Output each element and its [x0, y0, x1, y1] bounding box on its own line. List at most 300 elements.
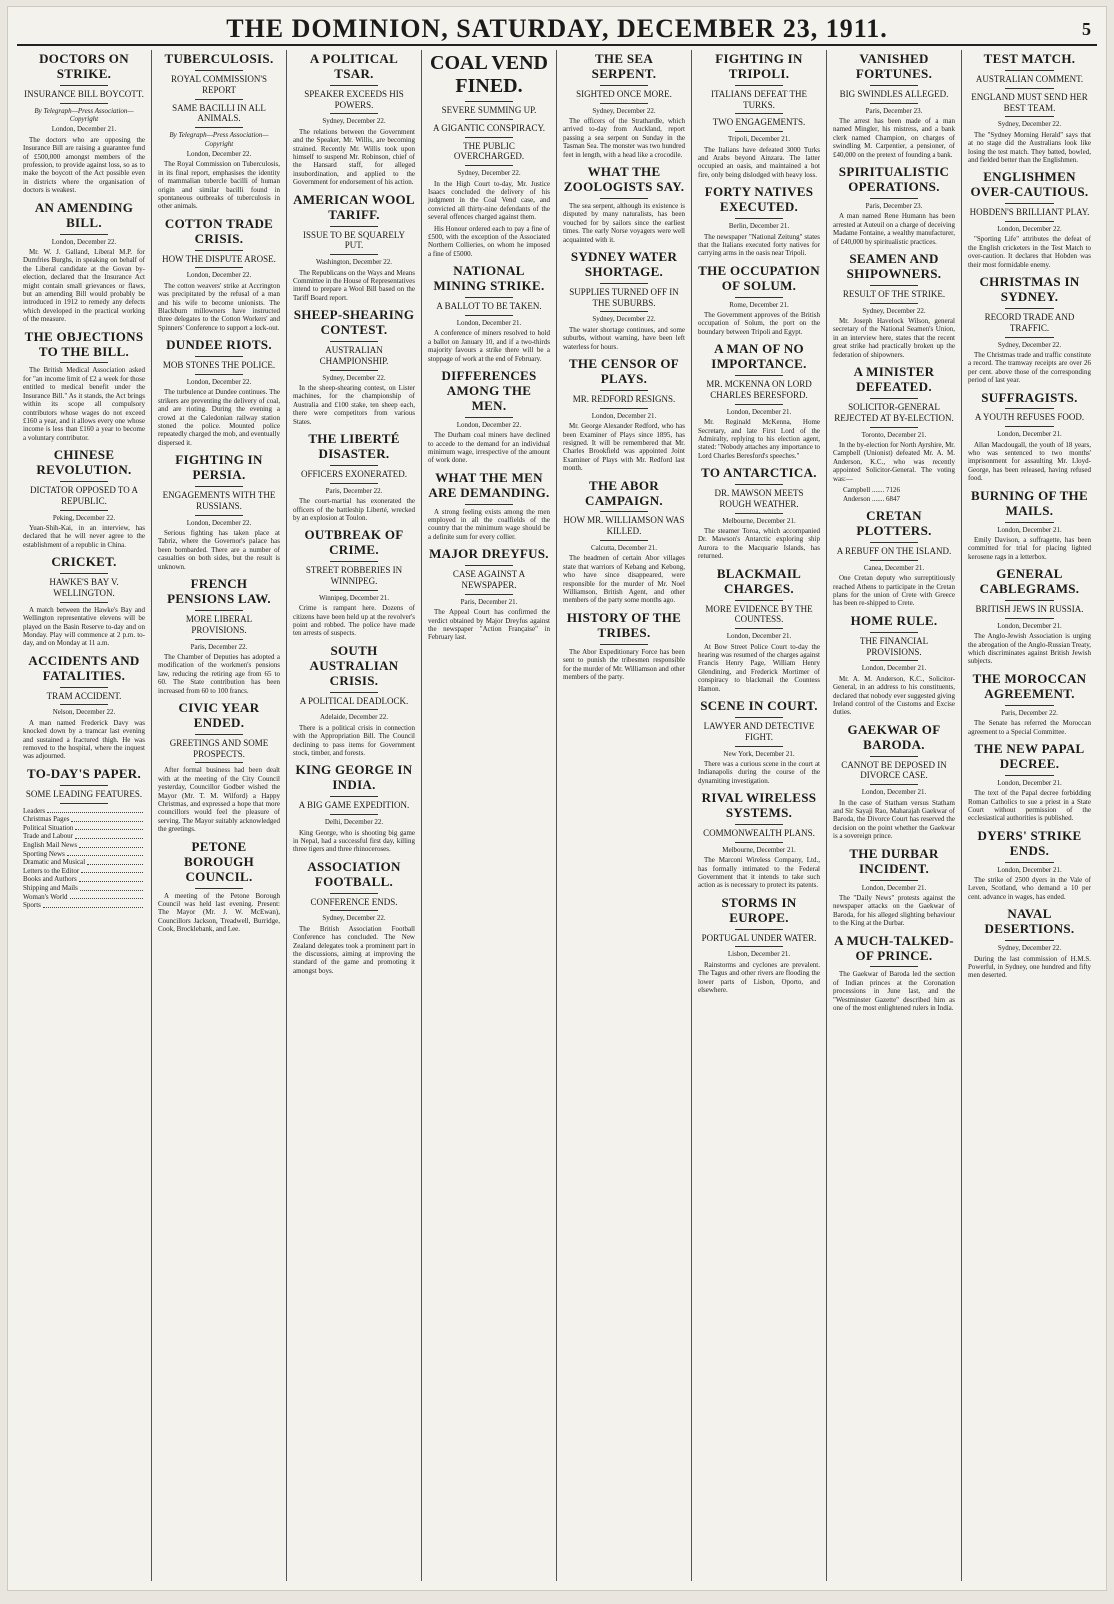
headline-rule — [600, 540, 649, 541]
contents-item — [23, 807, 145, 816]
headline-rule — [195, 486, 244, 487]
headline-rule — [195, 267, 244, 268]
article-headline: BURNING OF THE MAILS. — [971, 487, 1088, 518]
article — [698, 342, 820, 460]
contents-item-label: Books and Authors — [23, 875, 77, 884]
article — [563, 611, 685, 682]
article-subheading: SIGHTED ONCE MORE. — [576, 88, 672, 99]
article — [23, 201, 145, 324]
contents-leader — [47, 807, 143, 814]
article-paragraph: A strong feeling exists among the men employed in all the coalfields of the country that the minimum wage should be a definite sum for every collier. — [428, 507, 550, 541]
article-subheading: AUSTRALIAN COMMENT. — [975, 73, 1084, 84]
article-headline: FRENCH PENSIONS LAW. — [167, 576, 271, 607]
article — [158, 52, 280, 211]
headline-rule — [1005, 600, 1054, 601]
article-paragraph: The doctors who are opposing the Insurance Bill are raising a guarantee fund of £500,000 amongst members of the profession, to provide against loss, so as to make the boycott of the Act possible even in districts where the organisation of doctors is weakest. — [23, 135, 145, 195]
contents-leader — [75, 824, 143, 831]
article-headline: DIFFERENCES AMONG THE MEN. — [441, 367, 537, 413]
article-paragraph: Rainstorms and cyclones are prevalent. The Tagus and other rivers are flooding the lower parts of Lisbon, Oporto, and elsewhere. — [698, 960, 820, 995]
headline-rule — [330, 113, 379, 114]
article — [428, 369, 550, 465]
article-paragraph: The Abor Expeditionary Force has been sent to punish the tribesmen responsible for the murder of Mr. Williamson and other members of the party. — [563, 647, 685, 681]
headline-rule — [870, 103, 919, 104]
column-5 — [557, 50, 692, 1581]
article-paragraph: The steamer Toroa, which accompanied Dr. Mawson's Antarctic exploring ship Aurora to the Macquarie Islands, has returned. — [698, 527, 820, 561]
article-subheading: ITALIANS DEFEAT THE TURKS. — [711, 88, 807, 110]
article-headline: DOCTORS ON STRIKE. — [39, 51, 129, 81]
article-subheading: DR. MAWSON MEETS ROUGH WEATHER. — [714, 488, 804, 509]
headline-rule — [600, 408, 649, 409]
article-paragraph: The Republicans on the Ways and Means Committee in the House of Representatives intend to prepare a Wool Bill based on the Tariff Board report. — [293, 268, 415, 302]
article-paragraph: In the case of Statham versus Statham and Sir Sayaji Rao, Maharajah Gaekwar of Baroda, the Divorce Court has reserved the decision on the point whether the Gaekwar is a sovereign prince. — [833, 798, 955, 841]
article-dateline: London, December 21. — [726, 632, 792, 641]
article-dateline: Melbourne, December 21. — [722, 845, 796, 854]
article-headline: THE DURBAR INCIDENT. — [849, 845, 939, 876]
article-headline: AN AMENDING BILL. — [34, 199, 134, 230]
headline-rule — [735, 600, 784, 601]
headline-rule — [330, 465, 379, 466]
article-paragraph: In the High Court to-day, Mr. Justice Isaacs concluded the delivery of his judgment in the Coal Vend case, and convicted all thirty-nine defendants of the several offences charged against them. — [428, 179, 550, 222]
article — [428, 547, 550, 642]
headline-rule — [1005, 88, 1054, 89]
contents-leader — [70, 893, 143, 900]
article-subheading: AUSTRALIAN CHAMPIONSHIP. — [319, 345, 389, 366]
headline-rule — [60, 573, 109, 574]
article — [293, 644, 415, 758]
article-dateline: London, December 21. — [861, 883, 927, 892]
article-headline: WHAT THE MEN ARE DEMANDING. — [428, 469, 550, 500]
article-headline: THE CENSOR OF PLAYS. — [568, 356, 680, 387]
headline-rule — [60, 85, 109, 86]
article — [698, 896, 820, 995]
column-1 — [17, 50, 152, 1581]
article — [833, 934, 955, 1013]
headline-rule — [330, 254, 379, 255]
headline-rule — [600, 511, 649, 512]
article-paragraph: The Gaekwar of Baroda led the section of Indian princes at the Coronation processions in June last, and the "Westminster Gazette" described him as one of the most enlightened rulers in India. — [833, 970, 955, 1013]
article-paragraph: The headmen of certain Abor villages state that warriors of Kebang and Kebong, who have since disappeared, were responsible for the murder of Mr. Noel Williamson, British Agent, and other members of the party some months ago. — [563, 554, 685, 605]
headline-rule — [1005, 203, 1054, 204]
article — [698, 791, 820, 890]
article — [833, 847, 955, 928]
article-headline: THE OCCUPATION OF SOLUM. — [698, 262, 820, 293]
article-dateline: London, December 21. — [997, 525, 1062, 534]
headline-rule — [870, 542, 919, 543]
article — [698, 264, 820, 336]
contents-item — [23, 867, 145, 876]
article-paragraph: Crime is rampant here. Dozens of citizens have been held up at the revolver's point and robbed. The police have made ten arrests of suspects. — [293, 604, 415, 638]
article — [833, 509, 955, 608]
contents-item-label: Letters to the Editor — [23, 866, 80, 875]
contents-leader — [80, 884, 143, 891]
article — [968, 52, 1091, 164]
article-headline: AMERICAN WOOL TARIFF. — [293, 191, 415, 222]
article — [968, 170, 1091, 269]
headline-rule — [195, 70, 244, 71]
article-paragraph: There was a curious scene in the court at Indianapolis during the course of the dynamiting investigation. — [698, 759, 820, 785]
headline-rule — [195, 250, 244, 251]
contents-item — [23, 815, 145, 824]
contents-leader — [87, 858, 143, 865]
article-dateline: Lisbon, December 21. — [727, 950, 791, 959]
article-headline: SPIRITUALISTIC OPERATIONS. — [838, 164, 950, 195]
article — [563, 52, 685, 159]
headline-rule — [60, 704, 109, 705]
article-subheading: THE FINANCIAL PROVISIONS. — [859, 635, 929, 657]
article-paragraph: A man named Rene Humann has been arrested at Auteuil on a charge of deceiving Madame Fontaine, a wealthy manufacturer, of £40,000 by spiritualistic practices. — [833, 212, 955, 246]
headline-rule — [330, 590, 379, 591]
article-subheading: BRITISH JEWS IN RUSSIA. — [975, 604, 1084, 615]
headline-rule — [330, 893, 379, 894]
article-headline: HISTORY OF THE TRIBES. — [566, 609, 682, 640]
article — [968, 672, 1091, 736]
headline-rule — [330, 483, 379, 484]
article-headline: CIVIC YEAR ENDED. — [178, 699, 260, 730]
article-headline: CRETAN PLOTTERS. — [856, 508, 932, 539]
article-paragraph: The Government approves of the British occupation of Solum, the port on the boundary between Tripoli and Egypt. — [698, 311, 820, 336]
contents-item-label: Leaders — [23, 806, 46, 815]
contents-item — [23, 824, 145, 833]
headline-rule — [465, 165, 514, 166]
page-number: 5 — [1082, 19, 1091, 39]
headline-rule — [870, 398, 919, 399]
article-dateline: Delhi, December 22. — [324, 818, 384, 827]
headline-rule — [465, 565, 514, 566]
headline-rule — [330, 796, 379, 797]
article-subheading: TRAM ACCIDENT. — [46, 690, 122, 701]
headline-rule — [1005, 70, 1054, 71]
article-paragraph: The cotton weavers' strike at Accrington was precipitated by the refusal of a man and his wife to become unionists. The Blackburn millowners have instructed three delegates to the Cotton Workers' and Spinners' Conference to support a lock-out. — [158, 281, 280, 332]
article-subheading: MR. MCKENNA ON LORD CHARLES BERESFORD. — [706, 379, 812, 400]
headline-rule — [1005, 862, 1054, 863]
article-headline: SCENE IN COURT. — [700, 697, 818, 713]
article-dateline: New York, December 21. — [723, 749, 795, 758]
article-headline: A MAN OF NO IMPORTANCE. — [711, 341, 807, 372]
article — [968, 275, 1091, 384]
article-headline: TEST MATCH. — [983, 51, 1076, 66]
article — [968, 489, 1091, 561]
article-paragraph: A conference of miners resolved to hold a ballot on January 10, and if a two-thirds majority favours a strike there will be a stoppage of work at the end of February. — [428, 329, 550, 363]
article-paragraph: The Chamber of Deputies has adopted a modification of the workmen's pensions law, reducing the retiring age from 65 to 60. The State contribution has been increased from 60 to 100 francs. — [158, 652, 280, 695]
article-subheading: SPEAKER EXCEEDS HIS POWERS. — [304, 88, 404, 110]
article-headline: ASSOCIATION FOOTBALL. — [307, 858, 401, 889]
article-subheading: THE PUBLIC OVERCHARGED. — [453, 140, 525, 162]
newspaper-page — [7, 6, 1107, 1591]
headline-rule — [600, 85, 649, 86]
article — [833, 723, 955, 841]
article-paragraph: After formal business had been dealt with at the meeting of the City Council yesterday, Councillor Godber wished the Mayor (Mr. T. M. Wilford) a Happy Christmas, and expressed a hope that more councillors would feel the pleasure of serving. The Mayor suitably acknowledged the greetings. — [158, 766, 280, 834]
article-headline: NAVAL DESERTIONS. — [984, 906, 1075, 937]
article — [158, 840, 280, 934]
headline-rule — [600, 198, 649, 199]
headline-rule — [735, 113, 784, 114]
article-dateline: Nelson, December 22. — [52, 708, 116, 717]
contents-leader — [71, 815, 143, 822]
article-headline: FORTY NATIVES EXECUTED. — [704, 184, 814, 215]
article — [23, 767, 145, 910]
wire-credit: By Telegraph—Press Association—Copyright — [169, 131, 269, 148]
column-4 — [422, 50, 557, 1581]
headline-rule — [870, 880, 919, 881]
contents-item-label: Dramatic and Musical — [23, 858, 86, 867]
contents-list — [23, 807, 145, 910]
headline-rule — [1005, 775, 1054, 776]
article-subheading: TWO ENGAGEMENTS. — [712, 117, 806, 128]
article-paragraph: Mr. A. M. Anderson, K.C., Solicitor-General, in an address to his constituents, declared that nobody ever suggested giving Ireland control of the Customs and Excise duties. — [833, 674, 955, 717]
article-dateline: Canea, December 21. — [863, 563, 925, 572]
article-subheading: RESULT OF THE STRIKE. — [842, 288, 946, 299]
article-dateline: Adelaide, December 22. — [319, 713, 389, 722]
article — [698, 699, 820, 785]
vote-line: Campbell ....... 7126 — [843, 485, 900, 494]
article-headline: COAL VEND FINED. — [430, 52, 548, 97]
wire-credit: By Telegraph—Press Association—Copyright — [34, 106, 134, 124]
headline-rule — [60, 785, 109, 786]
article-subheading: ENGLAND MUST SEND HER BEST TEAM. — [971, 91, 1088, 113]
article-dateline: London, December 22. — [186, 271, 252, 280]
article-headline: FIGHTING IN TRIPOLI. — [715, 51, 803, 81]
article — [968, 391, 1091, 483]
article-dateline: Winnipeg, December 21. — [318, 593, 390, 602]
article-dateline: Sydney, December 22. — [997, 120, 1062, 129]
contents-item-label: Christmas Pages — [23, 815, 70, 824]
article — [968, 567, 1091, 666]
headline-rule — [1005, 408, 1054, 409]
article-dateline: Tripoli, December 21. — [728, 135, 790, 144]
headline-rule — [465, 504, 514, 505]
article-paragraph: The relations between the Government and the Speaker, Mr. Willis, are becoming strained. Recently Mr. Willis took upon himself to suspend Mr. Robinson, chief of the Hansard staff, for alleged insubordination, and applied to the Government for endorsement of his action. — [293, 127, 415, 187]
article — [698, 567, 820, 693]
article-dateline: London, December 22. — [51, 237, 117, 246]
article-paragraph: The strike of 2500 dyers in the Vale of Leven, Scotland, who demand a 10 per cent. advance in wages, has ended. — [968, 876, 1091, 901]
headline-rule — [1005, 705, 1054, 706]
article-subheading: ENGAGEMENTS WITH THE RUSSIANS. — [162, 490, 276, 511]
article-headline: VANISHED FORTUNES. — [855, 51, 933, 81]
article-paragraph: The Marconi Wireless Company, Ltd., has formally intimated to the Federal Government that it intends to take such action as is necessary to protect its patents. — [698, 856, 820, 890]
article-headline: MAJOR DREYFUS. — [429, 546, 549, 562]
vote-line: Anderson ....... 6847 — [843, 494, 900, 503]
article-dateline: Sydney, December 22. — [322, 914, 386, 923]
contents-item — [23, 841, 145, 850]
article-headline: A POLITICAL TSAR. — [309, 51, 399, 81]
contents-leader — [43, 901, 143, 908]
headline-rule — [1005, 221, 1054, 222]
article-dateline: Paris, December 23. — [865, 201, 923, 210]
article — [563, 479, 685, 605]
contents-item-label: Sporting News — [23, 849, 65, 858]
article-paragraph: The British Medical Association asked for "an income limit of £2 a week for those entitled to medical benefit under the Insurance Bill." As it stands, the Act brings within its scope all compulsory contributors whose wages do not exceed £160 a year, and it allows every one whose income is less than £160 a year to become a voluntary contributor. — [23, 366, 145, 442]
headline-rule — [1005, 116, 1054, 117]
headline-rule — [60, 602, 109, 603]
headline-rule — [330, 85, 379, 86]
headline-rule — [870, 285, 919, 286]
headline-rule — [1005, 426, 1054, 427]
contents-leader — [79, 841, 143, 848]
article-subheading: HOW MR. WILLIAMSON WAS KILLED. — [563, 515, 685, 537]
article-subheading: RECORD TRADE AND TRAFFIC. — [984, 311, 1075, 333]
column-8 — [962, 50, 1097, 1581]
article-dateline: London, December 21. — [726, 407, 792, 416]
article-subheading: SOME LEADING FEATURES. — [25, 788, 143, 799]
headline-rule — [600, 283, 649, 284]
headline-rule — [735, 218, 784, 219]
article-paragraph: The Christmas trade and traffic constitute a record. The tramway receipts are over 26 per cent. above those of the corresponding period of last year. — [968, 350, 1091, 385]
headline-rule — [195, 610, 244, 611]
article-paragraph: Mr. Reginald McKenna, Home Secretary, and late First Lord of the Admiralty, replying to his election agent, stated: "Nobody attaches any importance to Lord Charles Beresford's speeches." — [698, 418, 821, 460]
article-paragraph: Serious fighting has taken place at Tabriz, where the Governor's palace has been bombarded. There are a number of casualties on both sides, but the result is unknown. — [158, 529, 280, 571]
article-paragraph: The "Daily News" protests against the newspaper attacks on the Gaekwar of Baroda, for his alleged slighting behaviour to the King at the Durbar. — [833, 893, 955, 928]
article-paragraph: The water shortage continues, and some suburbs, without warning, have been left waterless for hours. — [563, 325, 685, 351]
headline-rule — [330, 692, 379, 693]
masthead-title: THE DOMINION, SATURDAY, DECEMBER 23, 1911. — [226, 14, 888, 43]
article-dateline: London, December 22. — [186, 518, 252, 527]
article — [158, 577, 280, 695]
contents-item-label: English Mail News — [23, 840, 78, 849]
headline-rule — [870, 966, 919, 967]
headline-rule — [870, 560, 919, 561]
headline-rule — [735, 297, 784, 298]
headline-rule — [870, 198, 919, 199]
headline-rule — [870, 303, 919, 304]
headline-rule — [330, 561, 379, 562]
article-headline: TO-DAY'S PAPER. — [26, 765, 142, 781]
article-subheading: A BIG GAME EXPEDITION. — [298, 800, 410, 811]
article-subheading: LAWYER AND DETECTIVE FIGHT. — [703, 720, 815, 742]
article-headline: WHAT THE ZOOLOGISTS SAY. — [563, 164, 685, 195]
article — [698, 185, 820, 257]
headline-rule — [735, 513, 784, 514]
article — [158, 338, 280, 447]
article-paragraph: The Royal Commission on Tuberculosis, in its final report, emphasises the identity of mammalian tubercle bacilli of human origin and similar bacilli found in spontaneous outbreaks of tuberculosis in other animals. — [158, 160, 280, 211]
article-subheading: SAME BACILLI IN ALL ANIMALS. — [172, 102, 266, 124]
headline-rule — [465, 594, 514, 595]
contents-item-label: Political Situation — [23, 823, 74, 832]
article-subheading: HAWKE'S BAY V. WELLINGTON. — [49, 577, 119, 598]
article-paragraph: During the last commission of H.M.S. Powerful, in Sydney, one hundred and fifty men deserted. — [968, 954, 1091, 980]
headline-rule — [195, 762, 244, 763]
headline-rule — [195, 734, 244, 735]
article-subheading: SEVERE SUMMING UP. — [441, 105, 537, 115]
article-dateline: Peking, December 22. — [52, 513, 116, 522]
article-subheading: A YOUTH REFUSES FOOD. — [974, 412, 1085, 423]
article — [698, 466, 820, 561]
article-headline: DUNDEE RIOTS. — [166, 337, 272, 353]
article-headline: SEAMEN AND SHIPOWNERS. — [846, 250, 942, 281]
article-subheading: SOLICITOR-GENERAL REJECTED AT BY-ELECTION. — [834, 401, 954, 423]
article-headline: SYDNEY WATER SHORTAGE. — [570, 249, 678, 279]
article-headline: PETONE BOROUGH COUNCIL. — [184, 838, 254, 884]
article-subheading: A POLITICAL DEADLOCK. — [299, 695, 409, 706]
headline-rule — [465, 297, 514, 298]
article — [293, 308, 415, 426]
headline-rule — [1005, 618, 1054, 619]
article-dateline: Sydney, December 22. — [322, 117, 386, 126]
headline-rule — [870, 632, 919, 633]
headline-rule — [870, 427, 919, 428]
article-subheading: INSURANCE BILL BOYCOTT. — [24, 88, 144, 99]
headline-rule — [735, 484, 784, 485]
headline-rule — [465, 137, 514, 138]
article-subheading: HOW THE DISPUTE AROSE. — [162, 253, 276, 264]
contents-item — [23, 884, 145, 893]
headline-rule — [600, 103, 649, 104]
article-dateline: London, December 22. — [186, 377, 252, 386]
headline-rule — [195, 888, 244, 889]
headline-rule — [195, 356, 244, 357]
headline-rule — [60, 362, 109, 363]
article-dateline: Toronto, December 21. — [861, 430, 927, 439]
article-headline: RIVAL WIRELESS SYSTEMS. — [701, 790, 817, 821]
article-paragraph: At Bow Street Police Court to-day the hearing was resumed of the charges against Francis Henry Page, William Henry Glendining, and Frederick Mortimer of conspiracy to blackmail the Countess Hamon. — [698, 642, 820, 693]
article-subheading: SUPPLIES TURNED OFF IN THE SUBURBS. — [569, 286, 679, 308]
headline-rule — [330, 814, 379, 815]
article-dateline: London, December 21. — [591, 411, 657, 420]
headline-rule — [330, 709, 379, 710]
headline-rule — [60, 510, 109, 511]
article-paragraph: There is a political crisis in connection with the Appropriation Bill. The Council declining to pass items for Government stock, timber, and forests. — [293, 723, 415, 758]
article-paragraph: One Cretan deputy who surreptitiously reached Athens to participate in the Cretan plans for the union of Crete with Greece has been re-shipped to Crete. — [833, 574, 955, 608]
article — [968, 907, 1091, 979]
article — [833, 614, 955, 717]
article — [293, 193, 415, 302]
article-dateline: Paris, December 23. — [865, 106, 923, 115]
article — [293, 432, 415, 522]
article-headline: THE LIBERTÉ DISASTER. — [308, 431, 400, 462]
article-subheading: CANNOT BE DEPOSED IN DIVORCE CASE. — [841, 759, 947, 781]
headline-rule — [735, 824, 784, 825]
headline-rule — [330, 370, 379, 371]
headline-rule — [330, 341, 379, 342]
article-paragraph: The Appeal Court has confirmed the verdict obtained by Major Dreyfus against the newspaper "Action Française" in February last. — [428, 608, 550, 642]
article — [158, 701, 280, 834]
headline-rule — [465, 315, 514, 316]
contents-leader — [75, 832, 143, 839]
headline-rule — [735, 929, 784, 930]
article-dateline: London, December 21. — [51, 125, 117, 134]
article-dateline: London, December 22. — [186, 149, 252, 158]
article-dateline: London, December 21. — [997, 778, 1062, 787]
article — [833, 252, 955, 359]
article-dateline: Sydney, December 22. — [592, 315, 656, 324]
article-paragraph: The officers of the Strathardle, which arrived to-day from Auckland, report passing a sea serpent on Sunday in the Tasman Sea. The monster was two hundred feet in length, with a head like a crocodile. — [563, 117, 685, 159]
headline-rule — [60, 481, 109, 482]
headline-rule — [1005, 308, 1054, 309]
article — [428, 471, 550, 542]
article-headline: THE SEA SERPENT. — [591, 51, 657, 81]
article-dateline: Sydney, December 22. — [592, 106, 656, 115]
article — [563, 357, 685, 473]
article-headline: THE NEW PAPAL DECREE. — [974, 740, 1085, 771]
article-paragraph: The court-martial has exonerated the officers of the battleship Liberté, wrecked by an explosion at Toulon. — [293, 497, 415, 522]
article-paragraph: The Anglo-Jewish Association is urging the abrogation of the Anglo-Russian Treaty, which discriminates against British Jewish subjects. — [968, 632, 1091, 666]
article-dateline: Rome, December 21. — [729, 300, 789, 309]
article — [563, 165, 685, 244]
contents-item — [23, 875, 145, 884]
article — [833, 52, 955, 159]
article-subheading: A BALLOT TO BE TAKEN. — [436, 301, 542, 312]
headline-rule — [600, 644, 649, 645]
headline-rule — [735, 375, 784, 376]
article-dateline: Sydney, December 22. — [322, 373, 386, 382]
headline-rule — [735, 404, 784, 405]
article-paragraph: The sea serpent, although its existence is disputed by many naturalists, has been vouched for by sailors since the earliest times. The early Norse voyagers were well acquainted with it. — [563, 201, 685, 244]
article-subheading: DICTATOR OPPOSED TO A REPUBLIC. — [29, 485, 139, 506]
article — [23, 448, 145, 549]
article-dateline: Sydney, December 22. — [997, 340, 1062, 349]
headline-rule — [735, 717, 784, 718]
article-paragraph: The "Sydney Morning Herald" says that at no stage did the Australians look like losing the test match. They batted, bowled, and fielded better than the Englishmen. — [968, 130, 1091, 164]
contents-item-label: Woman's World — [23, 892, 68, 901]
